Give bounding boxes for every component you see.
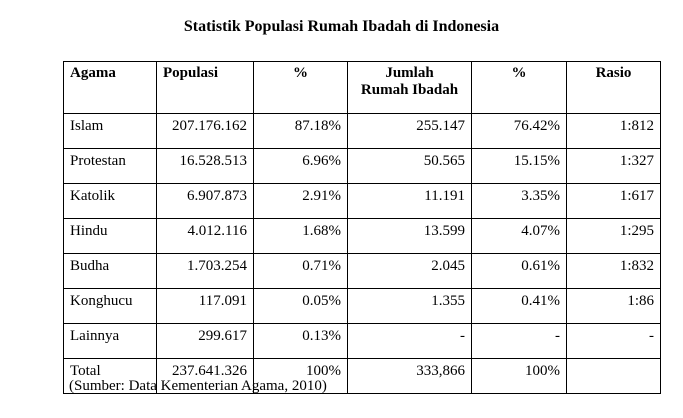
cell-percent-population: 87.18% [254, 114, 348, 149]
header-rasio: Rasio [567, 62, 661, 114]
cell-agama: Budha [64, 254, 157, 289]
source-note: (Sumber: Data Kementerian Agama, 2010) [69, 378, 327, 394]
header-populasi: Populasi [157, 62, 254, 114]
statistics-table [63, 61, 661, 394]
cell-jumlah-rumah-ibadah: 255.147 [348, 114, 472, 149]
cell-agama: Konghucu [64, 289, 157, 324]
cell-agama: Katolik [64, 184, 157, 219]
cell-rasio: 1:832 [567, 254, 661, 289]
cell-agama: Protestan [64, 149, 157, 184]
header-percent-ibadah: % [472, 62, 567, 114]
cell-populasi: 207.176.162 [157, 114, 254, 149]
cell-percent-population: 1.68% [254, 219, 348, 254]
cell-agama: Islam [64, 114, 157, 149]
cell-percent-population: 2.91% [254, 184, 348, 219]
cell-populasi: 1.703.254 [157, 254, 254, 289]
cell-agama: Total [64, 359, 157, 394]
cell-jumlah-rumah-ibadah: 11.191 [348, 184, 472, 219]
cell-percent-population: 0.05% [254, 289, 348, 324]
header-percent-population: % [254, 62, 348, 114]
table-row [64, 184, 661, 219]
cell-rasio: 1:295 [567, 219, 661, 254]
table-title: Statistik Populasi Rumah Ibadah di Indonesia [183, 18, 500, 35]
cell-jumlah-rumah-ibadah: 2.045 [348, 254, 472, 289]
cell-jumlah-rumah-ibadah: 50.565 [348, 149, 472, 184]
cell-agama: Lainnya [64, 324, 157, 359]
cell-jumlah-rumah-ibadah: 333,866 [348, 359, 472, 394]
cell-rasio: 1:327 [567, 149, 661, 184]
header-agama: Agama [64, 62, 157, 114]
header-row [64, 62, 661, 114]
cell-percent-population: 0.13% [254, 324, 348, 359]
cell-percent-ibadah: 3.35% [472, 184, 567, 219]
cell-jumlah-rumah-ibadah: - [348, 324, 472, 359]
cell-percent-population: 100% [254, 359, 348, 394]
cell-rasio: 1:812 [567, 114, 661, 149]
table-row [64, 114, 661, 149]
cell-jumlah-rumah-ibadah: 1.355 [348, 289, 472, 324]
cell-percent-ibadah: 4.07% [472, 219, 567, 254]
cell-populasi: 16.528.513 [157, 149, 254, 184]
cell-populasi: 4.012.116 [157, 219, 254, 254]
cell-populasi: 6.907.873 [157, 184, 254, 219]
cell-rasio: - [567, 324, 661, 359]
cell-populasi: 299.617 [157, 324, 254, 359]
header-jumlah-rumah-ibadah [348, 62, 472, 114]
header-jumlah-line2: Rumah Ibadah [360, 82, 459, 98]
cell-percent-ibadah: 0.41% [472, 289, 567, 324]
cell-percent-ibadah: 100% [472, 359, 567, 394]
cell-rasio: 1:617 [567, 184, 661, 219]
cell-percent-ibadah: - [472, 324, 567, 359]
header-jumlah-line1: Jumlah [385, 65, 434, 81]
cell-agama: Hindu [64, 219, 157, 254]
cell-rasio [567, 359, 661, 394]
table-row [64, 149, 661, 184]
cell-percent-ibadah: 76.42% [472, 114, 567, 149]
table-row [64, 219, 661, 254]
cell-percent-ibadah: 15.15% [472, 149, 567, 184]
cell-populasi: 117.091 [157, 289, 254, 324]
table-row [64, 289, 661, 324]
cell-percent-population: 0.71% [254, 254, 348, 289]
cell-rasio: 1:86 [567, 289, 661, 324]
table-row [64, 324, 661, 359]
cell-populasi: 237.641.326 [157, 359, 254, 394]
cell-percent-ibadah: 0.61% [472, 254, 567, 289]
table-row [64, 254, 661, 289]
cell-jumlah-rumah-ibadah: 13.599 [348, 219, 472, 254]
cell-percent-population: 6.96% [254, 149, 348, 184]
